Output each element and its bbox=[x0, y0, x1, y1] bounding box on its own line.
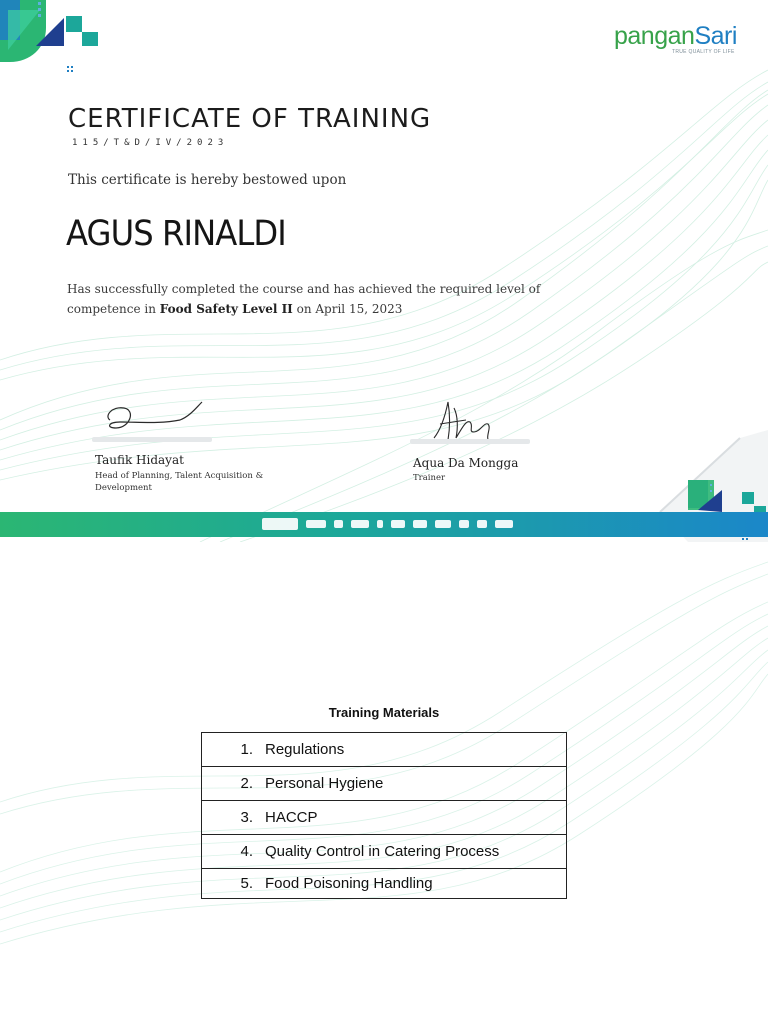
signatory-2-name: Aqua Da Mongga bbox=[413, 456, 519, 470]
item-number: 4. bbox=[240, 843, 253, 860]
partner-logo-4-icon bbox=[351, 520, 369, 528]
partner-logo-6-icon bbox=[391, 520, 405, 528]
partner-logo-7-icon bbox=[413, 520, 427, 528]
partner-logo-10-icon bbox=[477, 520, 487, 528]
item-number: 3. bbox=[240, 809, 253, 826]
item-text: Quality Control in Catering Process bbox=[265, 843, 500, 860]
statement-prefix: Has successfully completed the course and has achieved the required level of competence in bbox=[67, 282, 541, 316]
partner-logo-8-icon bbox=[435, 520, 451, 528]
logo-brand-part1: pangan bbox=[614, 22, 695, 50]
table-row bbox=[202, 869, 567, 899]
signatory-2-role: Trainer bbox=[413, 473, 446, 483]
bestowed-text: This certificate is hereby bestowed upon bbox=[68, 172, 347, 188]
table-row bbox=[202, 733, 567, 767]
logo-brand-part2: Sari bbox=[694, 22, 737, 50]
completion-statement bbox=[67, 280, 567, 319]
pangansari-logo bbox=[614, 22, 748, 58]
signature-1-image bbox=[100, 398, 210, 438]
item-text: Personal Hygiene bbox=[265, 775, 384, 792]
training-materials-table bbox=[201, 732, 567, 899]
signature-2-line bbox=[410, 439, 530, 444]
signature-2-image bbox=[428, 398, 498, 444]
item-text: Regulations bbox=[265, 741, 345, 758]
partner-logo-3-icon bbox=[334, 520, 343, 528]
item-text: Food Poisoning Handling bbox=[265, 875, 433, 892]
logo-wordmark bbox=[614, 22, 737, 50]
table-row bbox=[202, 767, 567, 801]
partner-logo-5-icon bbox=[377, 520, 383, 528]
certificate-title: CERTIFICATE OF TRAINING bbox=[68, 104, 432, 134]
statement-suffix: on April 15, 2023 bbox=[292, 301, 403, 316]
signatory-1-role: Head of Planning, Talent Acquisition & Development bbox=[95, 471, 264, 493]
partner-logo-11-icon bbox=[495, 520, 513, 528]
table-row bbox=[202, 835, 567, 869]
accreditation-logos bbox=[262, 516, 513, 532]
partner-logo-1-icon bbox=[262, 518, 298, 530]
item-number: 5. bbox=[240, 875, 253, 892]
logo-tagline: TRUE QUALITY OF LIFE bbox=[672, 49, 735, 55]
item-number: 2. bbox=[240, 775, 253, 792]
course-name: Food Safety Level II bbox=[159, 301, 293, 316]
signature-1-line bbox=[92, 437, 212, 442]
training-materials-title: Training Materials bbox=[328, 705, 440, 720]
table-row bbox=[202, 801, 567, 835]
certificate-number: 115/T&D/IV/2023 bbox=[72, 138, 229, 148]
corner-decoration bbox=[0, 0, 110, 80]
partner-logo-2-icon bbox=[306, 520, 326, 528]
item-text: HACCP bbox=[265, 809, 318, 826]
partner-logo-9-icon bbox=[459, 520, 469, 528]
item-number: 1. bbox=[240, 741, 253, 758]
signatory-1-name: Taufik Hidayat bbox=[95, 453, 184, 467]
recipient-name: AGUS RINALDI bbox=[66, 214, 286, 254]
training-materials-page bbox=[0, 542, 768, 1024]
